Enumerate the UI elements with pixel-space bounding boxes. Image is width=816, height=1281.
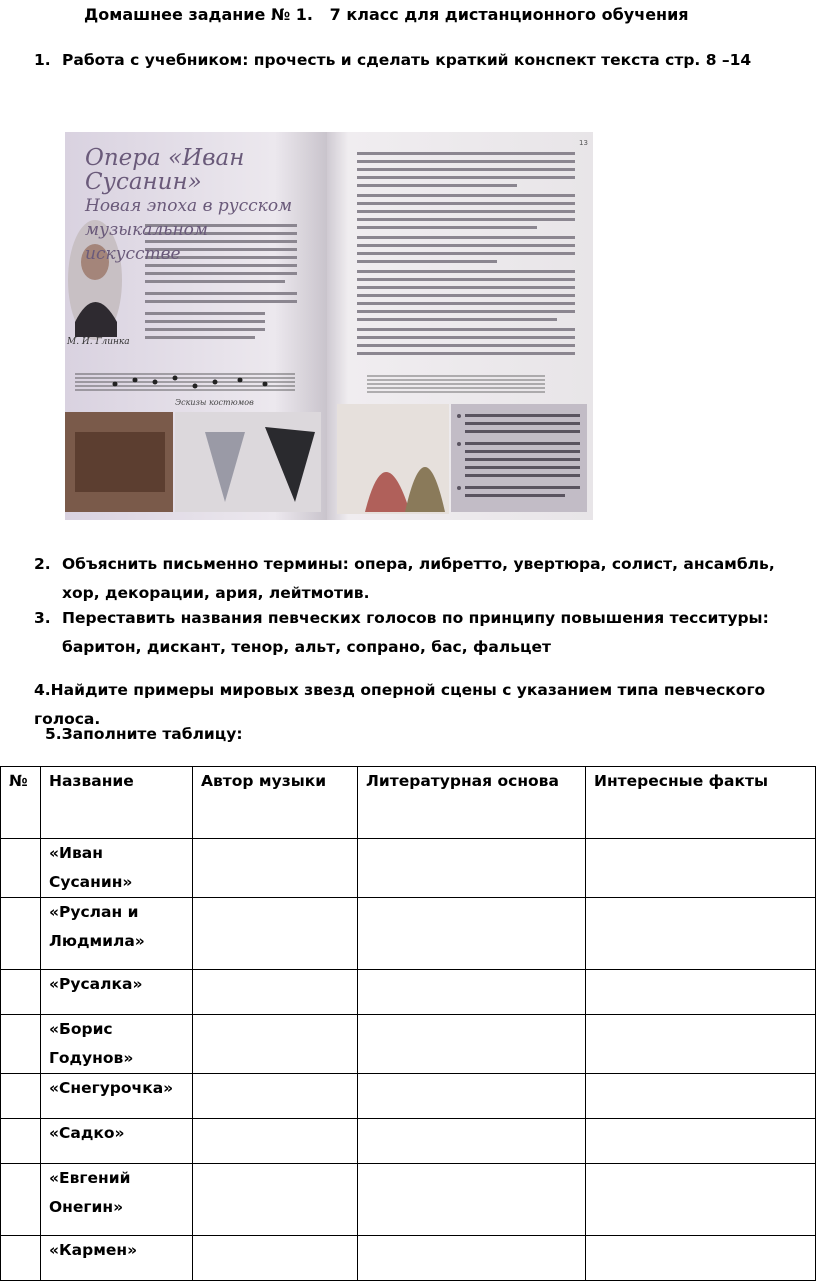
page-title: Домашнее задание № 1. 7 класс для дистанционного обучения	[84, 5, 689, 24]
table-header-facts: Интересные факты	[586, 767, 816, 839]
table-header-name: Название	[41, 767, 193, 839]
opera-name-cell	[41, 839, 193, 898]
opera-name-line: «Иван Сусанин»	[49, 844, 133, 891]
task-1-text: Работа с учебником: прочесть и сделать краткий конспект текста стр. 8 –14	[62, 51, 752, 69]
composer-cell[interactable]	[193, 1164, 358, 1236]
opera-table	[0, 766, 816, 1281]
portrait-caption: М. И. Глинка	[67, 337, 130, 347]
composer-cell[interactable]	[193, 1074, 358, 1119]
opera-name-line: «Кармен»	[49, 1241, 138, 1259]
opera-name-line: «Садко»	[49, 1124, 125, 1142]
opera-name-cell	[41, 898, 193, 970]
task-3-text: Переставить названия певческих голосов по принципу повышения тесситуры: баритон, дискант, тенор, альт, сопрано, бас, фальцет	[62, 609, 769, 656]
table-header-literary-source: Литературная основа	[358, 767, 586, 839]
literary-source-cell[interactable]	[358, 1236, 586, 1281]
task-1-number: 1.	[34, 51, 51, 69]
literary-source-cell[interactable]	[358, 898, 586, 970]
literary-source-cell[interactable]	[358, 839, 586, 898]
number-cell[interactable]	[1, 898, 41, 970]
opera-name-line: «Снегурочка»	[49, 1079, 174, 1097]
facts-cell[interactable]	[586, 1015, 816, 1074]
composer-cell[interactable]	[193, 1236, 358, 1281]
table-header-composer: Автор музыки	[193, 767, 358, 839]
task-3	[34, 604, 804, 662]
facts-cell[interactable]	[586, 1164, 816, 1236]
textbook-page-number: 13	[579, 139, 588, 147]
table-header-row	[1, 767, 816, 839]
facts-cell[interactable]	[586, 839, 816, 898]
number-cell[interactable]	[1, 1074, 41, 1119]
opera-name-cell	[41, 970, 193, 1015]
facts-cell[interactable]	[586, 898, 816, 970]
textbook-heading-line2: Новая эпоха в русском	[85, 196, 293, 216]
literary-source-cell[interactable]	[358, 1015, 586, 1074]
opera-name-cell	[41, 1015, 193, 1074]
number-cell[interactable]	[1, 970, 41, 1015]
table-header-number: №	[1, 767, 41, 839]
composer-cell[interactable]	[193, 970, 358, 1015]
task-2-number: 2.	[34, 555, 51, 573]
textbook-heading-line3: музыкальном искусстве	[85, 220, 208, 264]
facts-cell[interactable]	[586, 1236, 816, 1281]
facts-cell[interactable]	[586, 1074, 816, 1119]
literary-source-cell[interactable]	[358, 970, 586, 1015]
task-3-number: 3.	[34, 609, 51, 627]
opera-name-line: Онегин»	[49, 1198, 124, 1216]
opera-name-line: «Русалка»	[49, 975, 143, 993]
facts-cell[interactable]	[586, 1119, 816, 1164]
opera-name-cell	[41, 1119, 193, 1164]
textbook-heading-line1: Опера «Иван Сусанин»	[85, 145, 245, 195]
table-row	[1, 898, 816, 970]
task-5: 5.Заполните таблицу:	[45, 725, 243, 743]
textbook-spread-image	[65, 132, 593, 520]
composer-cell[interactable]	[193, 1119, 358, 1164]
number-cell[interactable]	[1, 1119, 41, 1164]
table-row	[1, 1164, 816, 1236]
textbook-heading	[85, 146, 305, 266]
opera-name-cell	[41, 1164, 193, 1236]
literary-source-cell[interactable]	[358, 1119, 586, 1164]
opera-name-line: «Борис Годунов»	[49, 1020, 134, 1067]
table-row	[1, 970, 816, 1015]
opera-name-line: Людмила»	[49, 932, 145, 950]
table-row	[1, 1236, 816, 1281]
opera-name-line: «Руслан и	[49, 903, 139, 921]
opera-name-cell	[41, 1074, 193, 1119]
task-4: 4.Найдите примеры мировых звезд оперной сцены с указанием типа певческого голоса.	[34, 681, 766, 728]
number-cell[interactable]	[1, 839, 41, 898]
composer-cell[interactable]	[193, 898, 358, 970]
opera-name-line: «Евгений	[49, 1169, 131, 1187]
number-cell[interactable]	[1, 1164, 41, 1236]
table-row	[1, 839, 816, 898]
task-2	[34, 550, 804, 608]
task-2-text: Объяснить письменно термины: опера, либретто, увертюра, солист, ансамбль, хор, декорации, ария, лейтмотив.	[62, 555, 775, 602]
composer-cell[interactable]	[193, 839, 358, 898]
number-cell[interactable]	[1, 1236, 41, 1281]
composer-cell[interactable]	[193, 1015, 358, 1074]
opera-name-cell	[41, 1236, 193, 1281]
number-cell[interactable]	[1, 1015, 41, 1074]
literary-source-cell[interactable]	[358, 1164, 586, 1236]
task-1	[34, 46, 751, 75]
table-row	[1, 1074, 816, 1119]
table-row	[1, 1119, 816, 1164]
facts-cell[interactable]	[586, 970, 816, 1015]
table-row	[1, 1015, 816, 1074]
literary-source-cell[interactable]	[358, 1074, 586, 1119]
costume-caption: Эскизы костюмов	[175, 398, 254, 407]
